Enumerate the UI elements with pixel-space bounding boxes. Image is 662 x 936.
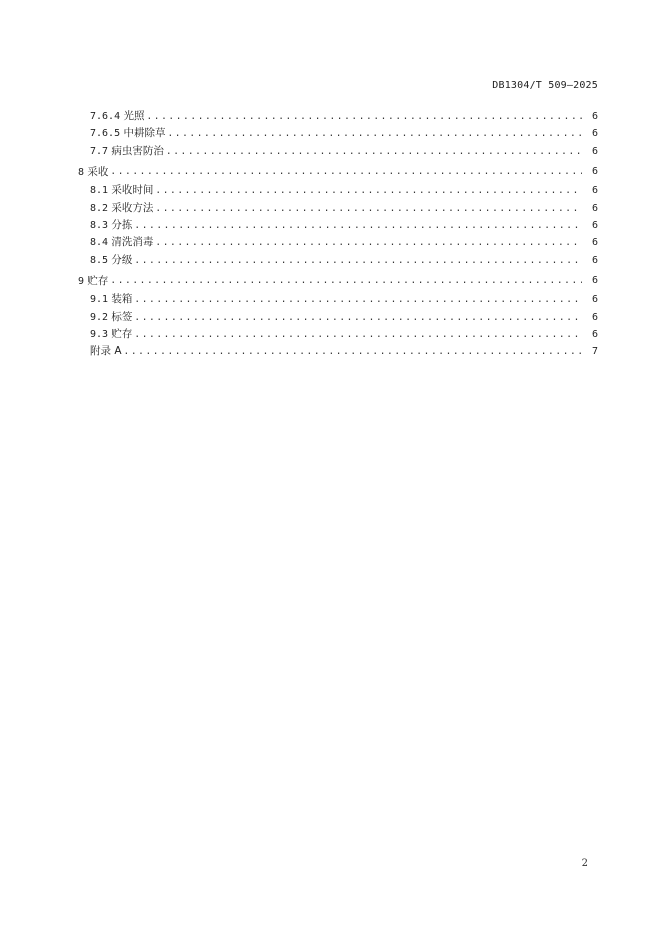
toc-entry-page: 6 (591, 166, 598, 178)
toc-entry-page: 6 (591, 328, 598, 340)
toc-leader-dots (134, 217, 582, 234)
toc-leader-dots (134, 252, 582, 269)
toc-entry-label (90, 200, 155, 217)
toc-entry-title: 光照 (123, 110, 145, 122)
toc-entry-label (90, 125, 167, 142)
toc-leader-dots (110, 271, 582, 291)
toc-entry-label (78, 271, 110, 292)
toc-leader-dots (155, 200, 582, 217)
toc-entry-title: 采收 (87, 165, 109, 178)
toc-entry-number: 7.6.5 (90, 128, 121, 140)
toc-entry-page: 6 (591, 219, 598, 231)
toc-entry-label (78, 162, 110, 183)
table-of-contents (76, 108, 598, 361)
toc-entry-label (90, 309, 134, 326)
toc-leader-dots (134, 326, 582, 343)
toc-entry-title: 中耕除草 (123, 127, 166, 140)
toc-entry-number: 8.2 (90, 202, 109, 214)
toc-entry-title: 装箱 (111, 293, 133, 306)
toc-entry-page: 6 (591, 311, 598, 323)
toc-entry-number: 9.3 (90, 328, 109, 340)
toc-entry-number: 8.5 (90, 254, 109, 266)
toc-entry-title: 病虫害防治 (111, 144, 164, 157)
toc-entry-7-6-5[interactable] (76, 125, 598, 142)
toc-entry-number: 8.3 (90, 219, 109, 231)
toc-entry-label (90, 291, 134, 308)
toc-entry-number: 7.7 (90, 145, 109, 157)
toc-entry-number: 9.2 (90, 311, 109, 323)
toc-entry-page: 6 (591, 128, 598, 140)
toc-entry-8-2[interactable] (76, 200, 598, 217)
toc-entry-page: 6 (591, 111, 598, 122)
toc-entry-title: 分级 (111, 253, 133, 266)
toc-entry-title: 分拣 (111, 218, 133, 231)
toc-entry-number: 7.6.4 (90, 111, 121, 122)
toc-entry-label (90, 252, 134, 269)
toc-entry-9[interactable] (76, 271, 598, 291)
toc-entry-appendix-a[interactable] (76, 343, 598, 360)
toc-entry-label (90, 343, 124, 360)
toc-entry-9-3[interactable] (76, 326, 598, 343)
toc-entry-label (90, 108, 146, 125)
toc-entry-8-5[interactable] (76, 252, 598, 269)
toc-entry-8-3[interactable] (76, 217, 598, 234)
toc-entry-label (90, 234, 155, 251)
toc-entry-8-4[interactable] (76, 234, 598, 251)
document-code: DB1304/T 509—2025 (492, 80, 598, 91)
toc-entry-page: 6 (591, 275, 598, 287)
page-number: 2 (581, 858, 588, 869)
toc-entry-title: 附录 A (90, 345, 122, 358)
toc-entry-page: 6 (591, 254, 598, 266)
toc-entry-9-2[interactable] (76, 309, 598, 326)
toc-entry-title: 贮存 (111, 327, 133, 340)
toc-entry-title: 标签 (111, 310, 133, 323)
toc-leader-dots (155, 234, 582, 251)
toc-entry-label (90, 326, 134, 343)
toc-leader-dots (134, 309, 582, 326)
toc-entry-label (90, 217, 134, 234)
toc-entry-number: 9.1 (90, 294, 109, 306)
toc-entry-7-6-4[interactable] (76, 108, 598, 125)
toc-leader-dots (110, 162, 582, 182)
toc-entry-8-1[interactable] (76, 182, 598, 199)
toc-leader-dots (167, 125, 582, 142)
toc-entry-page: 6 (591, 145, 598, 157)
toc-entry-page: 6 (591, 185, 598, 197)
toc-entry-label (90, 143, 166, 160)
toc-leader-dots (155, 182, 582, 199)
toc-entry-number: 9 (78, 275, 85, 287)
toc-entry-7-7[interactable] (76, 143, 598, 160)
toc-entry-title: 贮存 (87, 274, 109, 287)
toc-entry-page: 7 (591, 346, 598, 358)
toc-leader-dots (124, 343, 582, 360)
toc-entry-title: 清洗消毒 (111, 236, 154, 249)
toc-entry-number: 8.4 (90, 237, 109, 249)
toc-entry-page: 6 (591, 294, 598, 306)
toc-leader-dots (166, 143, 582, 160)
toc-entry-9-1[interactable] (76, 291, 598, 308)
toc-entry-title: 采收时间 (111, 184, 154, 197)
toc-entry-title: 采收方法 (111, 201, 154, 214)
toc-entry-page: 6 (591, 237, 598, 249)
toc-entry-8[interactable] (76, 162, 598, 182)
toc-entry-number: 8.1 (90, 185, 109, 197)
toc-entry-label (90, 182, 155, 199)
toc-entry-page: 6 (591, 202, 598, 214)
toc-entry-number: 8 (78, 166, 85, 178)
toc-leader-dots (134, 291, 582, 308)
toc-leader-dots (146, 108, 582, 125)
